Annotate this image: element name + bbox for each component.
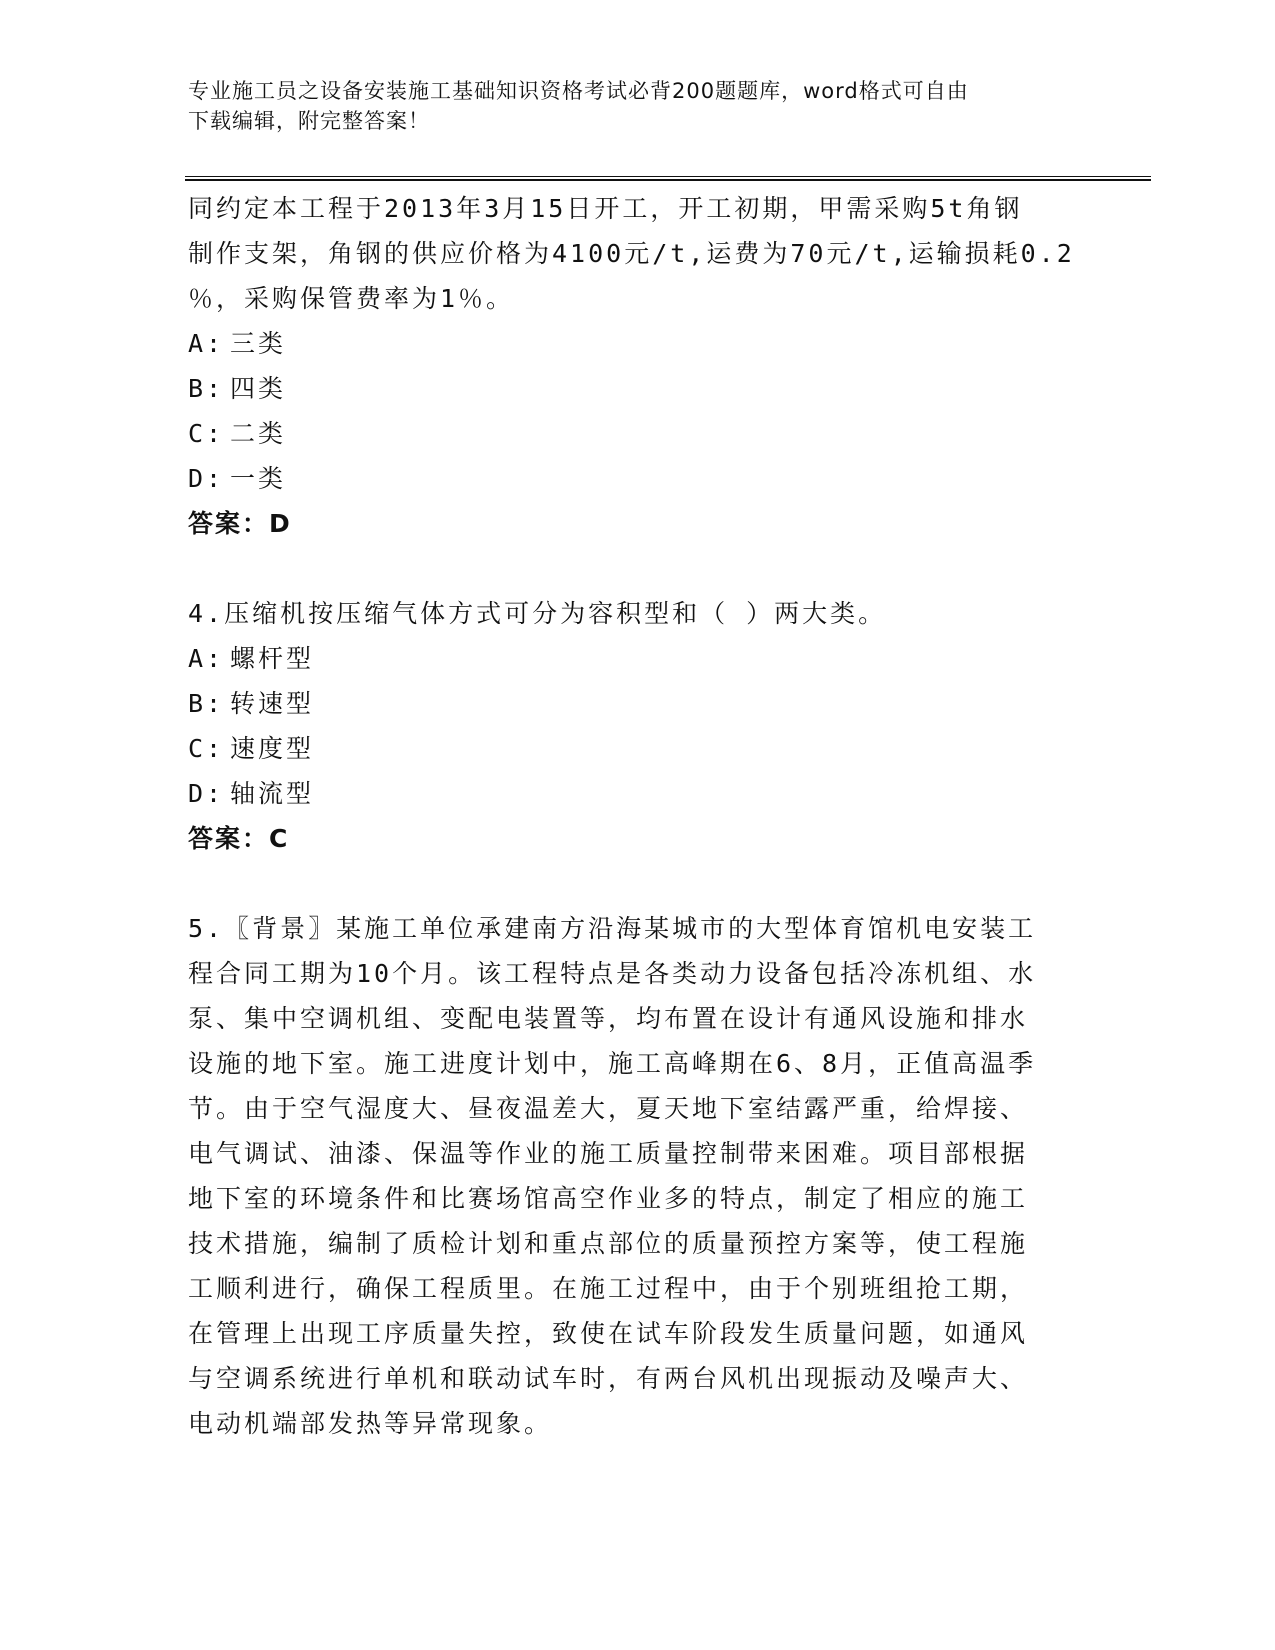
question-3-stem-line-1: 同约定本工程于2013年3月15日开工，开工初期，甲需采购5t角钢 (188, 194, 1023, 223)
option-text: 一类 (230, 464, 287, 493)
header-divider (185, 176, 1151, 181)
question-5-stem-line-11: 与空调系统进行单机和联动试车时，有两台风机出现振动及噪声大、 (188, 1364, 1029, 1393)
spacer (188, 546, 1088, 591)
option-text: 四类 (230, 374, 287, 403)
option-key: A: (188, 329, 225, 358)
question-5-stem-line-1: 5.〖背景〗某施工单位承建南方沿海某城市的大型体育馆机电安装工 (188, 914, 1037, 943)
header-line-2: 下载编辑，附完整答案！ (188, 109, 430, 133)
question-4-option-b (188, 681, 1088, 726)
option-key: B: (188, 689, 225, 718)
option-key: D: (188, 779, 225, 808)
option-text: 转速型 (230, 689, 315, 718)
question-5 (188, 906, 1088, 1446)
question-5-stem-line-10: 在管理上出现工序质量失控，致使在试车阶段发生质量问题，如通风 (188, 1319, 1029, 1348)
question-4-answer: 答案：C (188, 824, 290, 853)
question-4-option-c (188, 726, 1088, 771)
option-text: 螺杆型 (230, 644, 315, 673)
option-key: C: (188, 734, 225, 763)
question-3 (188, 186, 1088, 546)
question-4-option-a (188, 636, 1088, 681)
option-key: B: (188, 374, 225, 403)
question-5-stem-line-9: 工顺利进行，确保工程质里。在施工过程中，由于个别班组抢工期， (188, 1274, 1029, 1303)
option-text: 轴流型 (230, 779, 315, 808)
question-3-option-b (188, 366, 1088, 411)
option-key: D: (188, 464, 225, 493)
question-3-stem-line-3: ％，采购保管费率为1％。 (188, 284, 515, 313)
question-5-stem-line-2: 程合同工期为10个月。该工程特点是各类动力设备包括冷冻机组、水 (188, 959, 1037, 988)
question-5-stem-line-12: 电动机端部发热等异常现象。 (188, 1409, 553, 1438)
question-5-stem-line-4: 设施的地下室。施工进度计划中，施工高峰期在6、8月，正值高温季 (188, 1049, 1037, 1078)
option-key: A: (188, 644, 225, 673)
question-5-stem-line-6: 电气调试、油漆、保温等作业的施工质量控制带来困难。项目部根据 (188, 1139, 1029, 1168)
question-5-stem-line-3: 泵、集中空调机组、变配电装置等，均布置在设计有通风设施和排水 (188, 1004, 1029, 1033)
question-3-stem-line-2: 制作支架，角钢的供应价格为4100元/t,运费为70元/t,运输损耗0.2 (188, 239, 1075, 268)
option-text: 三类 (230, 329, 287, 358)
question-4-stem: 4.压缩机按压缩气体方式可分为容积型和（ ）两大类。 (188, 599, 887, 628)
option-key: C: (188, 419, 225, 448)
question-5-stem-line-5: 节。由于空气湿度大、昼夜温差大，夏天地下室结露严重，给焊接、 (188, 1094, 1029, 1123)
document-header (188, 76, 1068, 136)
question-5-stem-line-8: 技术措施，编制了质检计划和重点部位的质量预控方案等，使工程施 (188, 1229, 1029, 1258)
question-4 (188, 591, 1088, 861)
option-text: 二类 (230, 419, 287, 448)
question-3-option-c (188, 411, 1088, 456)
question-3-answer: 答案：D (188, 509, 292, 538)
question-3-option-a (188, 321, 1088, 366)
header-line-1: 专业施工员之设备安装施工基础知识资格考试必背200题题库，word格式可自由 (188, 79, 969, 103)
question-5-stem-line-7: 地下室的环境条件和比赛场馆高空作业多的特点，制定了相应的施工 (188, 1184, 1029, 1213)
question-content (188, 186, 1088, 1446)
question-3-option-d (188, 456, 1088, 501)
option-text: 速度型 (230, 734, 315, 763)
question-4-option-d (188, 771, 1088, 816)
spacer (188, 861, 1088, 906)
